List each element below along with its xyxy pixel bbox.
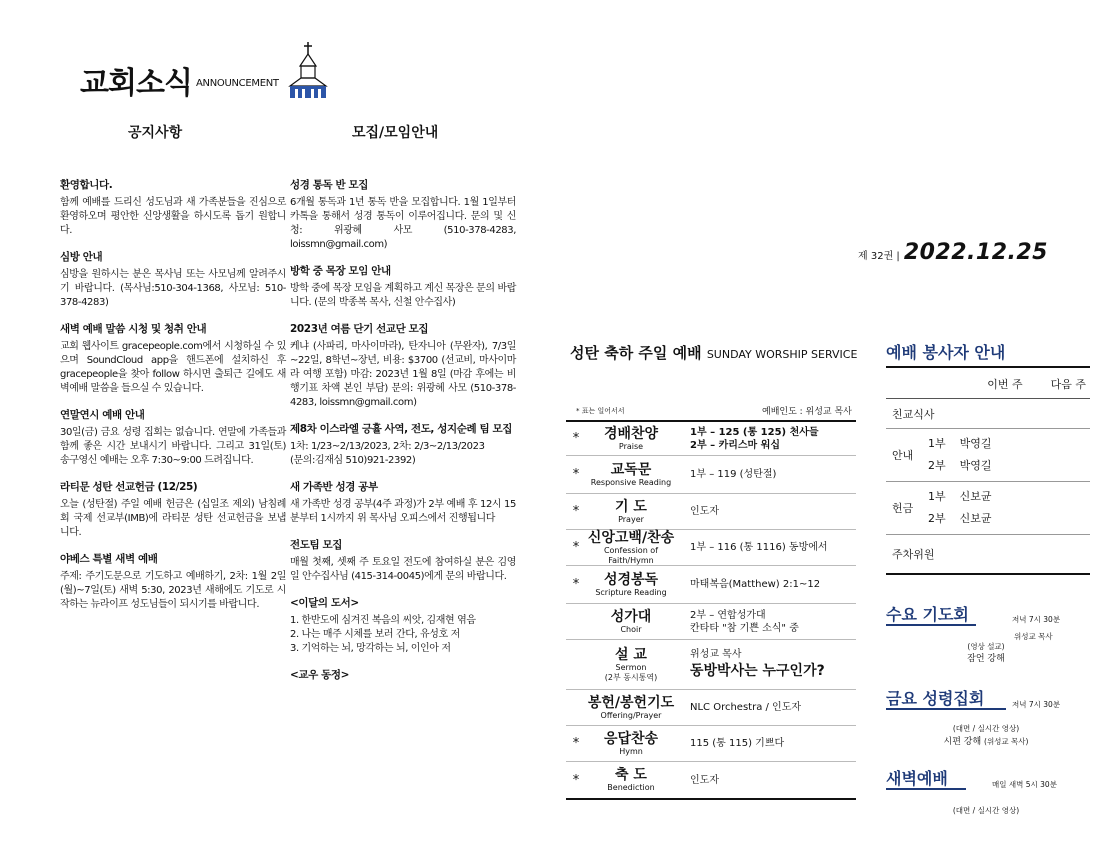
church-icon <box>286 40 330 104</box>
recruit-item: 성경 통독 반 모집 6개월 통독과 1년 통독 반을 모집합니다. 1월 1일부터 카톡을 통해서 성경 통독이 이루어집니다. 문의 및 신청: 위광혜 사모 (510-378-4283, loissmn@gmail.com) <box>290 179 516 250</box>
friday-time: 저녁 7시 30분 <box>1012 700 1061 709</box>
order-row: * 경배찬양 Praise 1부 – 125 (통 125) 천사들 2부 – 카리스마 워십 <box>566 422 856 456</box>
volunteer-guide: 안내 1부 박영길 2부 박영길 <box>886 429 1090 482</box>
worship-title: 성탄 축하 주일 예배 SUNDAY WORSHIP SERVICE <box>570 344 858 362</box>
recruit-column <box>290 178 516 694</box>
worship-title-en: SUNDAY WORSHIP SERVICE <box>706 348 858 361</box>
order-row: 성가대 Choir 2부 – 연합성가대 칸타타 "참 기쁜 소식" 중 <box>566 604 856 640</box>
order-row: 설 교 Sermon (2부 동시통역) 위성교 목사 동방박사는 누구인가? <box>566 640 856 690</box>
volunteers-header: 이번 주 다음 주 <box>886 368 1090 399</box>
friday-details: (대면 / 실시간 영상) 시편 강해 (위성교 목사) <box>943 724 1029 747</box>
order-row: * 교독문 Responsive Reading 1부 – 119 (성탄절) <box>566 456 856 494</box>
notices-column <box>60 178 286 624</box>
recruit-item: 2023년 여름 단기 선교단 모집 케냐 (사파리, 마사이마라), 탄자니아 (무완자), 7/3일~22일, 8학년~장년, 비용: $3700 (선교비, 마사이마라 여행 포함) 마감: 2023년 1월 8일 (마감 후에는 비행기표 차액 본인 부담) 문의: 위광혜 사모 (510-378-4283, loissmn@gmail.com) <box>290 323 516 408</box>
recruit-item: 전도팀 모집 매월 첫째, 셋째 주 토요일 전도에 참여하실 분은 김영일 안수집사님 (415-314-0045)에게 문의 바랍니다. <box>290 539 516 582</box>
dawn-title: 새벽예배 <box>886 769 948 788</box>
notice-item: 새벽 예배 말씀 시청 및 청취 안내 교회 웹사이트 gracepeople.com에서 시청하실 수 있으며 SoundCloud app을 핸드폰에 설치하신 후 gracepeople을 찾아 follow 하시면 출퇴근 길에도 새벽예배 말씀을 들으실 수 있습니다. <box>60 323 286 394</box>
recruit-item: 방학 중 목장 모임 안내 방학 중에 목장 모임을 계획하고 계신 목장은 문의 바랍니다. (문의 박종복 목사, 신철 안수집사) <box>290 265 516 308</box>
notices-heading: 공지사항 <box>128 125 183 141</box>
notice-item: 심방 안내 심방을 원하시는 분은 목사님 또는 사모님께 알려주시기 바랍니다. (목사님:510-304-1368, 사모님: 510-378-4283) <box>60 251 286 308</box>
volunteer-parking: 주차위원 <box>892 548 935 561</box>
recruit-heading: 모집/모임안내 <box>352 125 439 141</box>
volunteer-offering: 헌금 1부 신보균 2부 신보균 <box>886 482 1090 535</box>
order-row: 봉헌/봉헌기도 Offering/Prayer NLC Orchestra / 인도자 <box>566 690 856 726</box>
dawn-details: (대면 / 실시간 영상) <box>952 806 1020 815</box>
recruit-item: 제8차 이스라엘 긍휼 사역, 전도, 성지순례 팀 모집 1차: 1/23~2/13/2023, 2차: 2/3~2/13/2023 (문의:김재심 510)921-2392) <box>290 423 512 466</box>
volunteers-table <box>886 366 1090 575</box>
worship-leader: 예배인도 : 위성교 목사 <box>762 407 852 417</box>
issue-date: 2022.12.25 <box>903 240 1048 265</box>
dawn-rule <box>886 788 966 790</box>
issue-number: 제 32권 | <box>858 251 900 262</box>
worship-order-table <box>566 420 856 800</box>
volunteer-fellowship: 친교식사 <box>886 399 1090 429</box>
wednesday-title: 수요 기도회 <box>886 605 969 624</box>
wednesday-leader: 위성교 목사 <box>1014 632 1053 641</box>
order-row: * 축 도 Benediction 인도자 <box>572 767 719 792</box>
wednesday-rule <box>886 624 976 626</box>
recruit-item: 새 가족반 성경 공부 새 가족반 성경 공부(4주 과정)가 2부 예배 후 12시 15분부터 1시까지 위 목사님 오피스에서 진행됩니다 <box>290 481 516 524</box>
friday-title: 금요 성령집회 <box>886 689 985 708</box>
notice-item: 라티문 성탄 선교헌금 (12/25) 오늘 (성탄절) 주일 예배 헌금은 (십일조 제외) 남침례회 국제 선교부(IMB)에 라티문 성탄 선교헌금을 보냅니다. <box>60 481 286 538</box>
order-row: * 기 도 Prayer 인도자 <box>566 494 856 530</box>
page-subtitle: ANNOUNCEMENT <box>196 78 279 89</box>
order-row: * 응답찬송 Hymn 115 (통 115) 기쁘다 <box>566 726 856 762</box>
friday-rule <box>886 708 1006 710</box>
order-row: * 신앙고백/찬송 Confession of Faith/Hymn 1부 – 116 (통 1116) 동방에서 <box>566 530 856 566</box>
wednesday-time: 저녁 7시 30분 <box>1012 615 1061 624</box>
recruit-item: <이달의 도서> 1. 한반도에 심겨진 복음의 씨앗, 김재현 엮음 2. 나는 매주 시체를 보러 간다, 유성호 저 3. 기억하는 뇌, 망각하는 뇌, 이인아 저 <box>290 597 476 654</box>
recruit-item: <교우 동정> <box>290 669 350 681</box>
notice-item: 연말연시 예배 안내 30일(금) 금요 성령 집회는 없습니다. 연말에 가족들과 함께 좋은 시간 보내시기 바랍니다. 그리고 31일(토) 송구영신 예배는 오후 7:30~9:00 드려집니다. <box>60 409 286 466</box>
dawn-time: 매일 새벽 5시 30분 <box>992 780 1057 789</box>
page-title: 교회소식 <box>80 66 192 101</box>
standing-note: * 표는 일어서서 <box>576 407 625 415</box>
notice-item: 야베스 특별 새벽 예배 주제: 주기도문으로 기도하고 예배하기, 2차: 1월 2일(월)~7일(토) 새벽 5:30, 2023년 새해에도 기도로 시작하는 뉴라이프 성도님들이 되시기를 바랍니다. <box>60 553 286 610</box>
wednesday-details: (영상 설교) 잠언 강해 <box>967 642 1005 664</box>
issue-info <box>858 240 1048 265</box>
volunteers-title: 예배 봉사자 안내 <box>886 343 1006 362</box>
notice-item: 환영합니다. 함께 예배를 드리신 성도님과 새 가족분들을 진심으로 환영하오며 평안한 신앙생활을 하시도록 돕기 원합니다. <box>60 179 286 236</box>
order-row: * 성경봉독 Scripture Reading 마태복음(Matthew) 2:1~12 <box>566 566 856 604</box>
